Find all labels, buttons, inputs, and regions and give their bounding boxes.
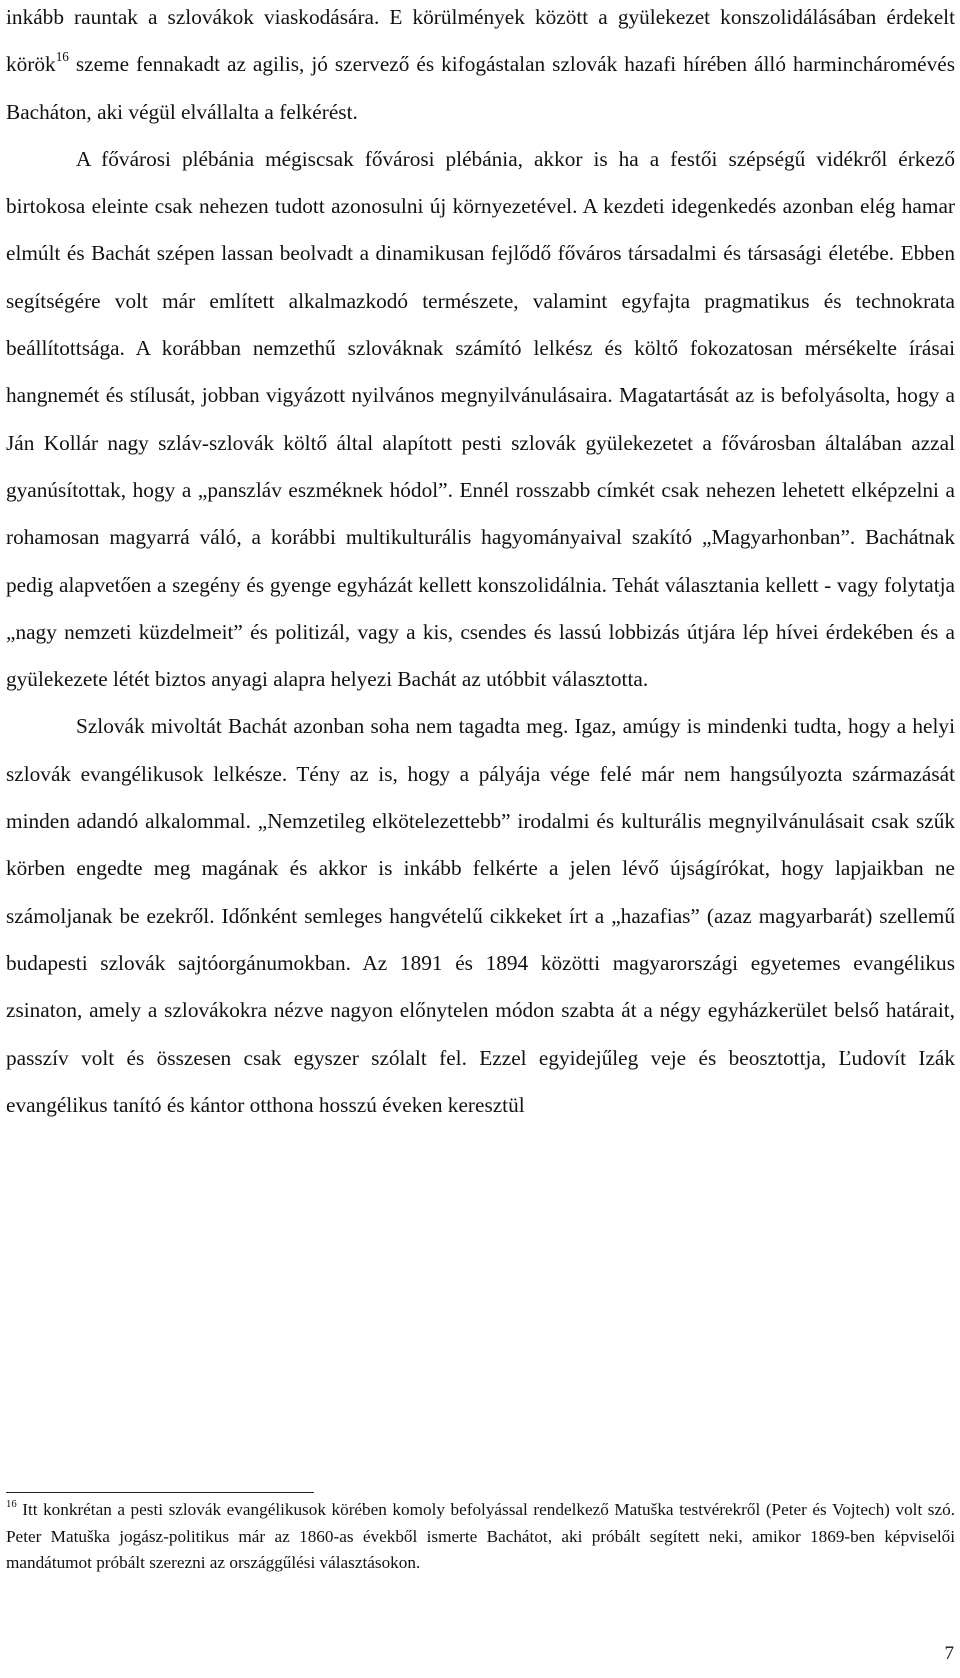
page-number: 7 bbox=[944, 1643, 954, 1664]
footnote-reference: 16 bbox=[55, 49, 69, 65]
paragraph-1-text: inkább rauntak a szlovákok viaskodására. E körülmények között a gyülekezet konszolidálásában érdekelt körök bbox=[6, 5, 955, 77]
footnote-text: Itt konkrétan a pesti szlovák evangélikusok körében komoly befolyással rendelkező Matuška testvérekről (Peter és Vojtech) volt szó. Peter Matuška jogász-politikus már az 1860-as évekből ismerte Bachátot, aki próbált segített neki, amikor 1869-ben képviselői mandátumot próbált szerezni az országgűlési választásokon. bbox=[6, 1500, 955, 1572]
footnote-marker: 16 bbox=[6, 1498, 17, 1510]
paragraph-2: A fővárosi plébánia mégiscsak fővárosi plébánia, akkor is ha a festői szépségű vidékről érkező birtokosa eleinte csak nehezen tudott azonosulni új környezetével. A kezdeti idegenkedés azonban elég hamar elmúlt és Bachát szépen lassan beolvadt a dinamikusan fejlődő főváros társadalmi és társasági életébe. Ebben segítségére volt már említett alkalmazkodó természete, valamint egyfajta pragmatikus és technokrata beállítottsága. A korábban nemzethű szlováknak számító lelkész és költő fokozatosan mérsékelte írásai hangnemét és stílusát, jobban vigyázott nyilvános megnyilvánulásaira. Magatartását az is befolyásolta, hogy a Ján Kollár nagy szláv-szlovák költő által alapított pesti szlovák gyülekezetet a fővárosban általában azzal gyanúsítottak, hogy a „panszláv eszméknek hódol”. Ennél rosszabb címkét csak nehezen lehetett elképzelni a rohamosan magyarrá váló, a korábbi multikulturális hagyományaival szakító „Magyarhonban”. Bachátnak pedig alapvetően a szegény és gyenge egyházát kellett konszolidálnia. Tehát választania kellett - vagy folytatja „nagy nemzeti küzdelmeit” és politizál, vagy a kis, csendes és lassú lobbizás útjára lép hívei érdekében és a gyülekezete létét biztos anyagi alapra helyezi Bachát az utóbbit választotta. bbox=[6, 146, 955, 692]
paragraph-1 bbox=[6, 0, 955, 136]
paragraph-1-continuation: szeme fennakadt az agilis, jó szervező és kifogástalan szlovák hazafi hírében álló harmincháromévés Bacháton, aki végül elvállalta a felkérést. bbox=[6, 52, 955, 124]
paragraph-3: Szlovák mivoltát Bachát azonban soha nem tagadta meg. Igaz, amúgy is mindenki tudta, hogy a helyi szlovák evangélikusok lelkésze. Tény az is, hogy a pályája vége felé már nem hangsúlyozta származását minden adandó alkalommal. „Nemzetileg elkötelezettebb” irodalmi és kulturális megnyilvánulásait csak szűk körben engedte meg magának és akkor is inkább felkérte a jelen lévő újságírókat, hogy lapjaikban ne számoljanak be ezekről. Időnként semleges hangvételű cikkeket írt a „hazafias” (azaz magyarbarát) szellemű budapesti szlovák sajtóorgánumokban. Az 1891 és 1894 közötti magyarországi egyetemes evangélikus zsinaton, amely a szlovákokra nézve nagyon előnytelen módon szabta át a négy egyházkerület belső határait, passzív volt és összesen csak egyszer szólalt fel. Ezzel egyidejűleg veje és beosztottja, Ľudovít Izák evangélikus tanító és kántor otthona hosszú éveken keresztül bbox=[6, 714, 955, 1117]
body-text bbox=[6, 0, 955, 1129]
footnote-separator bbox=[6, 1492, 314, 1493]
footnote bbox=[6, 1497, 955, 1577]
